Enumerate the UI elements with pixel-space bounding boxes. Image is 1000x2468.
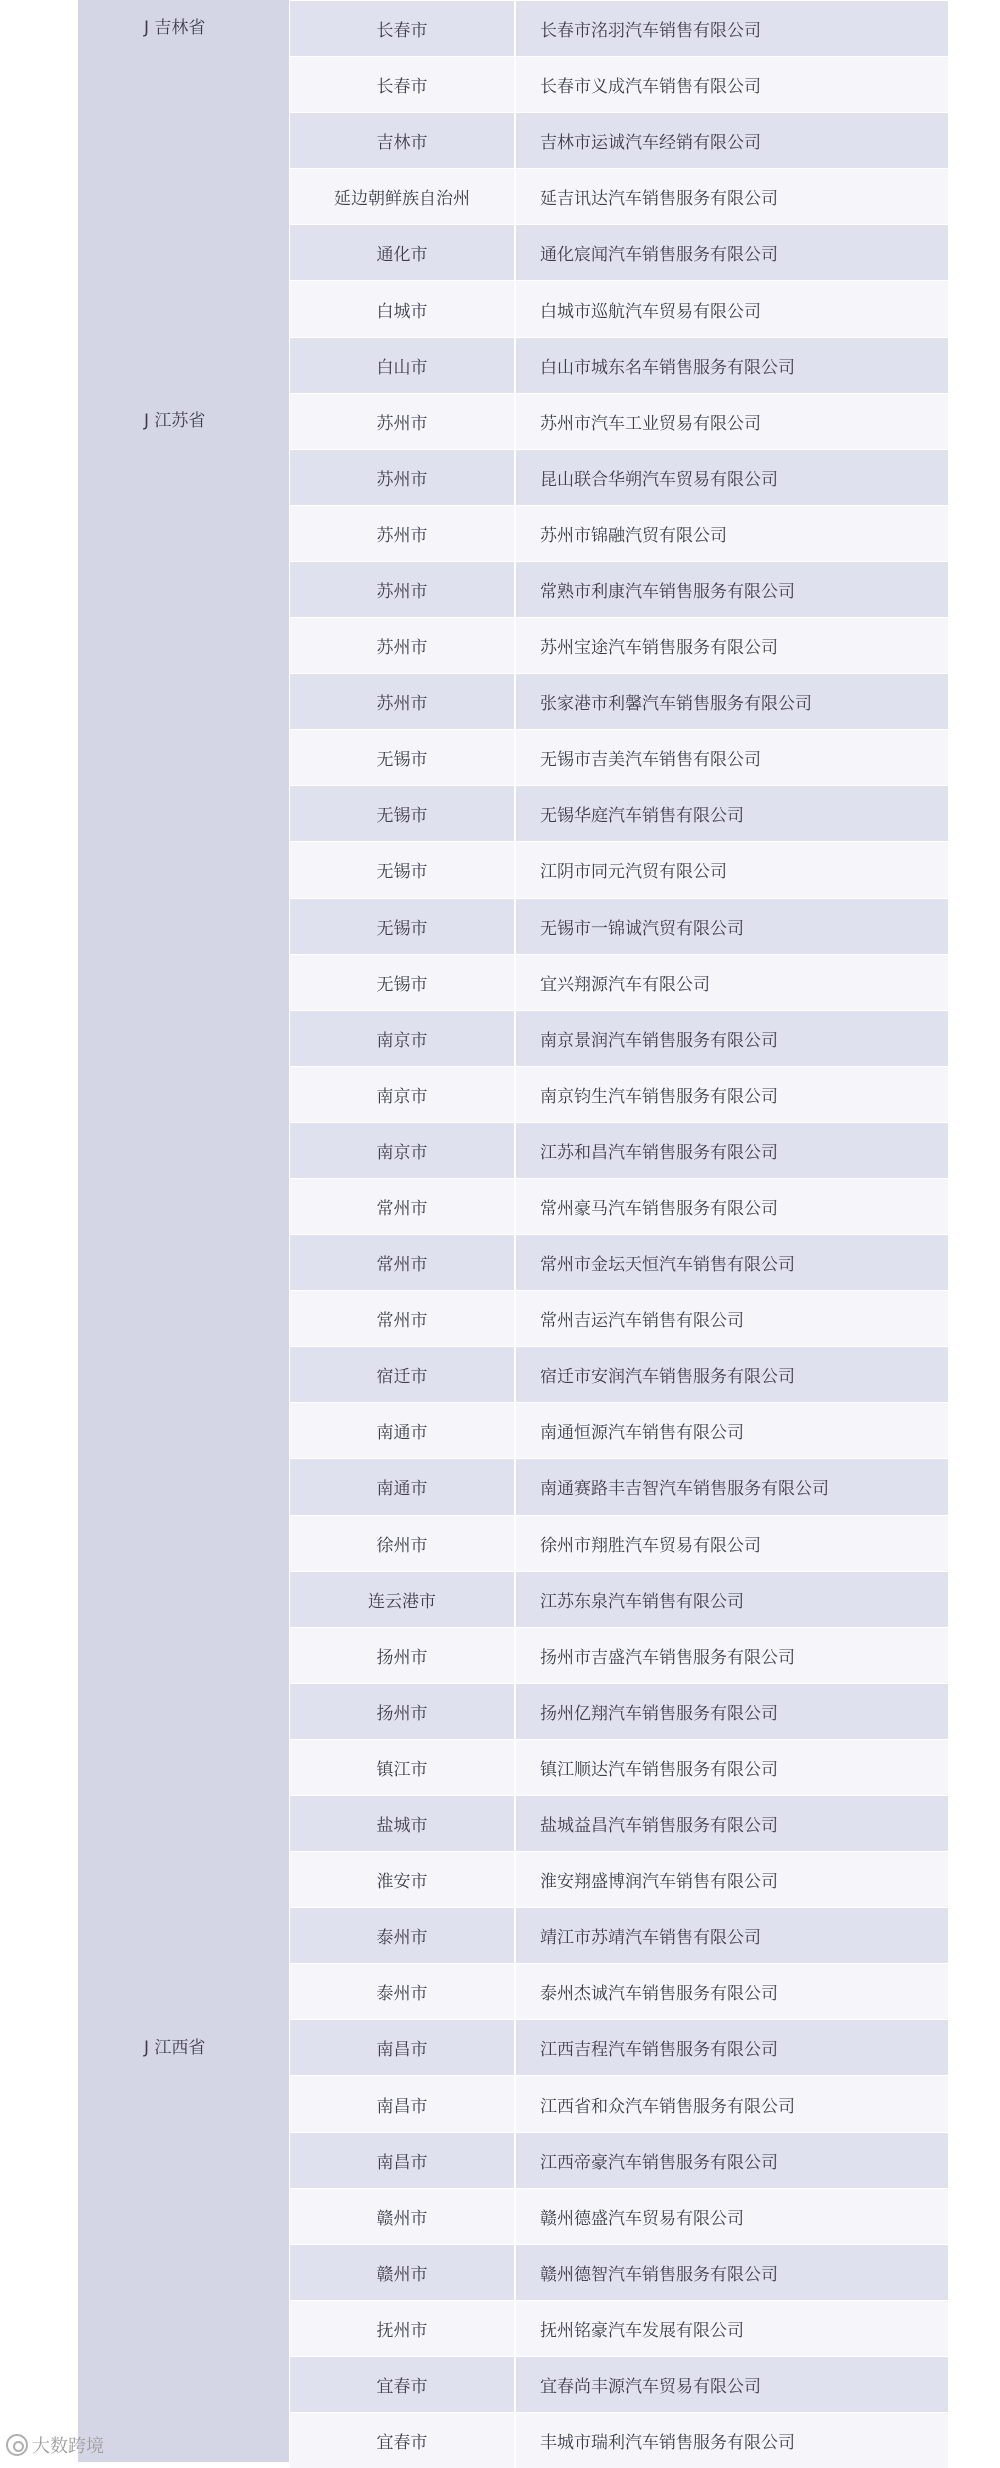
company-cell: 淮安翔盛博润汽车销售有限公司 (540, 1872, 778, 1893)
table-row (290, 841, 948, 897)
city-cell: 淮安市 (290, 1852, 516, 1907)
province-column (78, 0, 289, 2462)
table-row (290, 1683, 948, 1739)
table-row (290, 954, 948, 1010)
city-cell: 白城市 (290, 281, 516, 336)
table-row (290, 785, 948, 841)
table-row (290, 56, 948, 112)
city-cell: 南通市 (290, 1403, 516, 1458)
company-cell: 泰州杰诚汽车销售服务有限公司 (540, 1984, 778, 2005)
table-row (290, 2132, 948, 2188)
city-cell: 赣州市 (290, 2189, 516, 2244)
city-cell: 吉林市 (290, 113, 516, 168)
city-cell: 南昌市 (290, 2020, 516, 2075)
company-cell: 宜兴翔源汽车有限公司 (540, 974, 710, 995)
table-row (290, 1178, 948, 1234)
city-cell: 苏州市 (290, 506, 516, 561)
table-row (290, 1571, 948, 1627)
company-cell: 盐城益昌汽车销售服务有限公司 (540, 1816, 778, 1837)
city-cell: 盐城市 (290, 1796, 516, 1851)
company-cell: 宜春尚丰源汽车贸易有限公司 (540, 2376, 761, 2397)
city-cell: 镇江市 (290, 1740, 516, 1795)
company-cell: 长春市洺羽汽车销售有限公司 (540, 21, 761, 42)
city-cell: 宜春市 (290, 2413, 516, 2468)
city-cell: 白山市 (290, 338, 516, 393)
city-cell: 常州市 (290, 1235, 516, 1290)
city-cell: 苏州市 (290, 394, 516, 449)
province-label: J 江苏省 (144, 410, 206, 431)
company-cell: 南京钧生汽车销售服务有限公司 (540, 1086, 778, 1107)
city-cell: 抚州市 (290, 2301, 516, 2356)
province-label: J 江西省 (144, 2037, 206, 2058)
city-cell: 赣州市 (290, 2245, 516, 2300)
table-row (290, 1402, 948, 1458)
company-cell: 江苏和昌汽车销售服务有限公司 (540, 1142, 778, 1163)
company-cell: 江西帝豪汽车销售服务有限公司 (540, 2152, 778, 2173)
company-cell: 南通恒源汽车销售有限公司 (540, 1423, 744, 1444)
table-row (290, 393, 948, 449)
city-cell: 苏州市 (290, 562, 516, 617)
city-cell: 长春市 (290, 57, 516, 112)
city-cell: 无锡市 (290, 730, 516, 785)
city-cell: 无锡市 (290, 955, 516, 1010)
table-row (290, 449, 948, 505)
company-cell: 赣州德盛汽车贸易有限公司 (540, 2208, 744, 2229)
company-cell: 白山市城东名车销售服务有限公司 (540, 357, 795, 378)
table-row (290, 2188, 948, 2244)
table-row (290, 1907, 948, 1963)
city-cell: 连云港市 (290, 1572, 516, 1627)
table-row (290, 2356, 948, 2412)
city-cell: 无锡市 (290, 842, 516, 897)
table-row (290, 168, 948, 224)
company-cell: 江阴市同元汽贸有限公司 (540, 862, 727, 883)
table-row (290, 1122, 948, 1178)
city-cell: 苏州市 (290, 450, 516, 505)
company-cell: 白城市巡航汽车贸易有限公司 (540, 301, 761, 322)
city-cell: 长春市 (290, 1, 516, 56)
city-cell: 徐州市 (290, 1516, 516, 1571)
company-cell: 苏州市汽车工业贸易有限公司 (540, 413, 761, 434)
company-cell: 常州吉运汽车销售有限公司 (540, 1311, 744, 1332)
table-row (290, 1010, 948, 1066)
company-cell: 扬州亿翔汽车销售服务有限公司 (540, 1703, 778, 1724)
table-row (290, 2300, 948, 2356)
table-row (290, 224, 948, 280)
company-cell: 常州豪马汽车销售服务有限公司 (540, 1199, 778, 1220)
table-row (290, 2019, 948, 2075)
company-cell: 抚州铭豪汽车发展有限公司 (540, 2320, 744, 2341)
dealer-table (78, 0, 948, 2462)
city-cell: 南京市 (290, 1123, 516, 1178)
company-cell: 常州市金坛天恒汽车销售有限公司 (540, 1255, 795, 1276)
table-row (290, 1851, 948, 1907)
company-cell: 靖江市苏靖汽车销售有限公司 (540, 1928, 761, 1949)
city-cell: 苏州市 (290, 674, 516, 729)
table-row (290, 1515, 948, 1571)
company-cell: 吉林市运诚汽车经销有限公司 (540, 133, 761, 154)
city-cell: 南京市 (290, 1067, 516, 1122)
city-cell: 通化市 (290, 225, 516, 280)
company-cell: 昆山联合华朔汽车贸易有限公司 (540, 469, 778, 490)
city-cell: 苏州市 (290, 618, 516, 673)
city-cell: 常州市 (290, 1291, 516, 1346)
table-row (290, 1458, 948, 1514)
table-row (290, 1290, 948, 1346)
camera-lens-icon (6, 2434, 28, 2456)
company-cell: 长春市义成汽车销售有限公司 (540, 77, 761, 98)
city-cell: 扬州市 (290, 1684, 516, 1739)
city-cell: 南通市 (290, 1459, 516, 1514)
company-cell: 扬州市吉盛汽车销售服务有限公司 (540, 1647, 795, 1668)
company-cell: 宿迁市安润汽车销售服务有限公司 (540, 1367, 795, 1388)
table-row (290, 673, 948, 729)
city-cell: 无锡市 (290, 786, 516, 841)
company-cell: 张家港市利馨汽车销售服务有限公司 (540, 694, 812, 715)
table-row (290, 2075, 948, 2131)
company-cell: 丰城市瑞利汽车销售服务有限公司 (540, 2433, 795, 2454)
city-cell: 宜春市 (290, 2357, 516, 2412)
table-row (290, 1066, 948, 1122)
city-cell: 常州市 (290, 1179, 516, 1234)
company-cell: 江西省和众汽车销售服务有限公司 (540, 2096, 795, 2117)
city-cell: 泰州市 (290, 1964, 516, 2019)
table-row (290, 1963, 948, 2019)
company-cell: 延吉讯达汽车销售服务有限公司 (540, 189, 778, 210)
company-cell: 苏州宝途汽车销售服务有限公司 (540, 638, 778, 659)
table-row (290, 280, 948, 336)
city-cell: 宿迁市 (290, 1347, 516, 1402)
city-cell: 延边朝鲜族自治州 (290, 169, 516, 224)
company-cell: 无锡市一锦诚汽贸有限公司 (540, 918, 744, 939)
company-cell: 徐州市翔胜汽车贸易有限公司 (540, 1535, 761, 1556)
city-cell: 南京市 (290, 1011, 516, 1066)
company-cell: 南京景润汽车销售服务有限公司 (540, 1030, 778, 1051)
table-row (290, 2244, 948, 2300)
table-row (290, 112, 948, 168)
table-row (290, 1234, 948, 1290)
table-row (290, 0, 948, 56)
table-row (290, 898, 948, 954)
company-cell: 常熟市利康汽车销售服务有限公司 (540, 581, 795, 602)
company-cell: 南通赛路丰吉智汽车销售服务有限公司 (540, 1479, 829, 1500)
city-cell: 南昌市 (290, 2133, 516, 2188)
table-row (290, 1739, 948, 1795)
table-row (290, 1346, 948, 1402)
table-row (290, 561, 948, 617)
watermark-text: 大数跨境 (32, 2436, 104, 2457)
dealer-rows (290, 0, 948, 2468)
company-cell: 江西吉程汽车销售服务有限公司 (540, 2040, 778, 2061)
table-row (290, 2412, 948, 2468)
table-row (290, 1795, 948, 1851)
company-cell: 镇江顺达汽车销售服务有限公司 (540, 1759, 778, 1780)
company-cell: 无锡华庭汽车销售有限公司 (540, 806, 744, 827)
watermark (6, 2432, 104, 2458)
table-row (290, 729, 948, 785)
city-cell: 南昌市 (290, 2076, 516, 2131)
company-cell: 江苏东泉汽车销售有限公司 (540, 1591, 744, 1612)
table-row (290, 337, 948, 393)
company-cell: 无锡市吉美汽车销售有限公司 (540, 750, 761, 771)
city-cell: 泰州市 (290, 1908, 516, 1963)
province-label: J 吉林省 (144, 18, 206, 39)
company-cell: 赣州德智汽车销售服务有限公司 (540, 2264, 778, 2285)
company-cell: 苏州市锦融汽贸有限公司 (540, 525, 727, 546)
table-row (290, 1627, 948, 1683)
city-cell: 扬州市 (290, 1628, 516, 1683)
city-cell: 无锡市 (290, 899, 516, 954)
company-cell: 通化宸闻汽车销售服务有限公司 (540, 245, 778, 266)
table-row (290, 505, 948, 561)
table-row (290, 617, 948, 673)
